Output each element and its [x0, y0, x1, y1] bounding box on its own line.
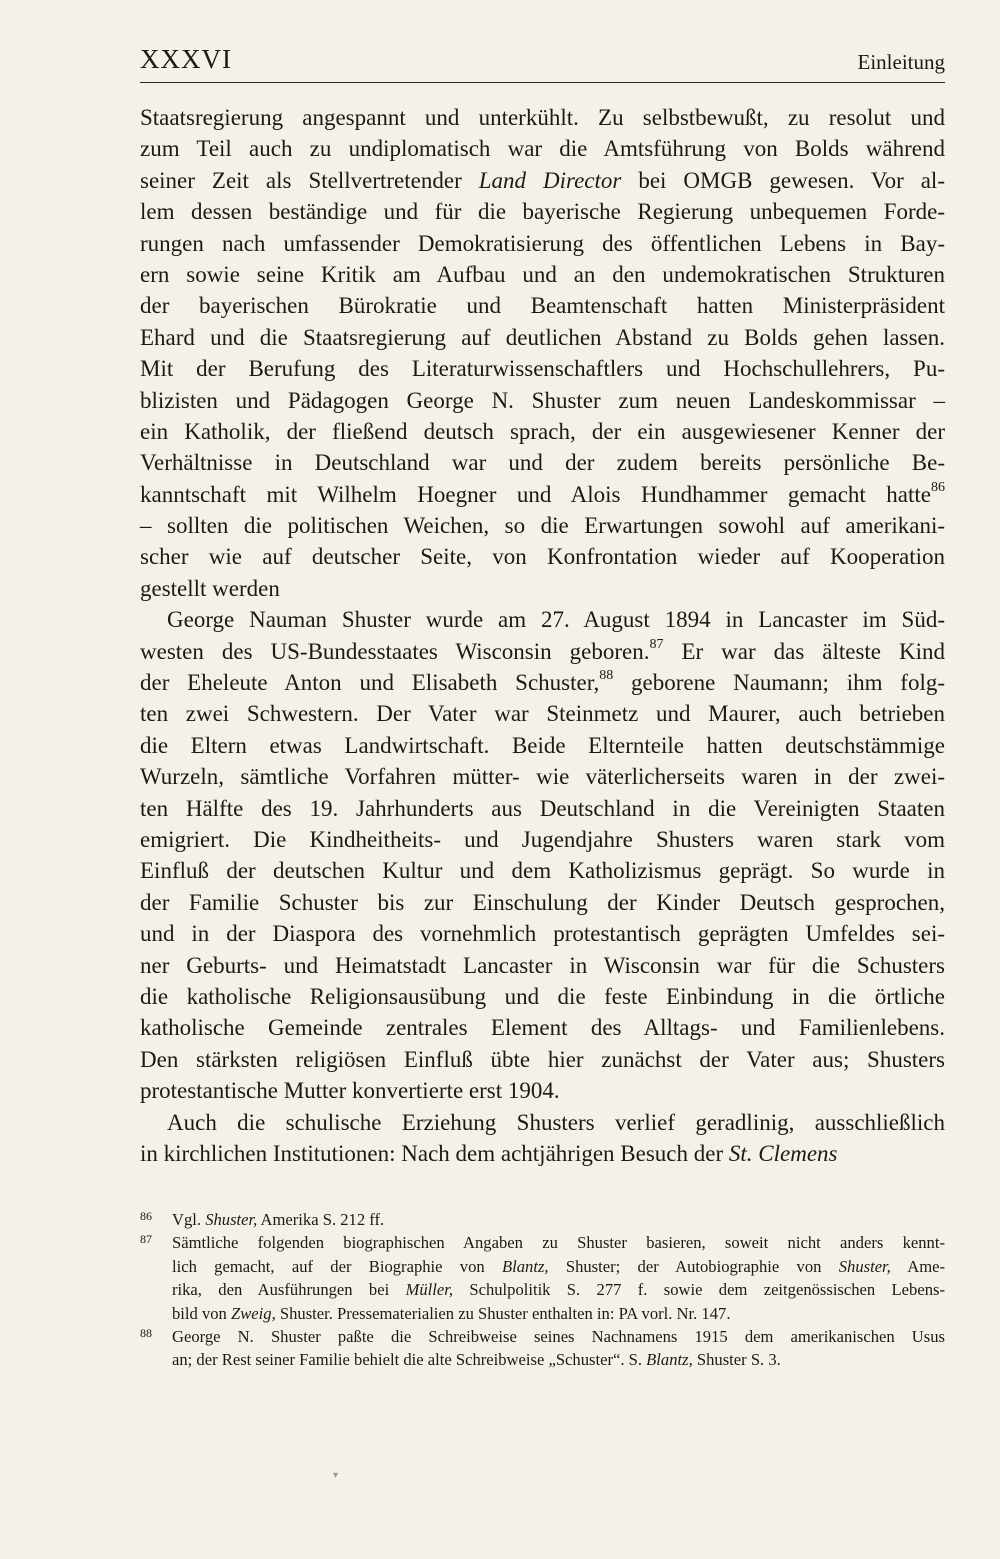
text-run: der Eheleute Anton und Elisabeth Schuster, [140, 670, 600, 696]
text-line [140, 228, 945, 259]
footnotes [140, 1208, 945, 1372]
text-run: Sämtliche folgenden biographischen Angaben zu Shuster basieren, soweit nicht anders kennt- [172, 1233, 945, 1253]
text-run: Amerika S. 212 ff. [257, 1210, 385, 1229]
text-run: St. Clemens [728, 1140, 838, 1166]
text-line [140, 1075, 945, 1106]
text-line [140, 385, 945, 416]
text-run: Ehard und die Staatsregierung auf deutlichen Abstand zu Bolds gehen lassen. [140, 324, 945, 350]
text-line [140, 322, 945, 353]
text-run: und in der Diaspora des vornehmlich protestantisch geprägten Umfeldes sei- [140, 921, 945, 947]
footnote-reference: 88 [599, 668, 614, 684]
text-run: Land Director [478, 167, 622, 193]
text-run: Ame- [890, 1256, 945, 1276]
text-run: Shuster S. 3. [692, 1350, 781, 1370]
text-line [140, 102, 945, 133]
text-line [140, 196, 945, 227]
text-run: rungen nach umfassender Demokratisierung des öffentlichen Lebens in Bay- [140, 230, 945, 256]
footnote-line [140, 1278, 945, 1301]
footnote-number: 87 [140, 1232, 152, 1247]
text-line [140, 604, 945, 635]
text-run: bei OMGB gewesen. Vor al- [621, 167, 945, 193]
text-run: geborene Naumann; ihm folg- [613, 670, 945, 696]
footnote-reference: 87 [649, 636, 664, 652]
text-run: ein Katholik, der fließend deutsch sprach, der ein ausgewiesener Kenner der [140, 418, 945, 444]
footnote-number: 88 [140, 1325, 152, 1340]
text-run: ten Hälfte des 19. Jahrhunderts aus Deutschland in die Vereinigten Staaten [140, 795, 945, 821]
text-run: westen des US-Bundesstaates Wisconsin geboren. [140, 638, 650, 664]
text-run: Müller, [405, 1280, 454, 1300]
text-run: gestellt werden [140, 575, 280, 601]
text-run: Blantz, [502, 1256, 549, 1276]
text-run: Schulpolitik S. 277 f. sowie dem zeitgenössischen Lebens- [453, 1280, 945, 1300]
text-run: protestantische Mutter konvertierte erst 1904. [140, 1078, 560, 1104]
text-run: Er war das älteste Kind [663, 638, 946, 664]
text-run: Den stärksten religiösen Einfluß übte hier zunächst der Vater aus; Shusters [140, 1046, 945, 1072]
text-run: ern sowie seine Kritik am Aufbau und an den undemokratischen Strukturen [140, 261, 945, 287]
section-title: Einleitung [857, 50, 945, 74]
text-run: lich gemacht, auf der Biographie von [172, 1256, 502, 1276]
text-run: Zweig, [231, 1303, 276, 1323]
text-line [140, 1138, 945, 1169]
text-line [140, 636, 945, 667]
text-line [140, 824, 945, 855]
text-run: rika, den Ausführungen bei [172, 1280, 406, 1300]
text-run: George N. Shuster paßte die Schreibweise seines Nachnamens 1915 dem amerikanischen Usus [172, 1326, 945, 1346]
text-run: in kirchlichen Institutionen: Nach dem achtjährigen Besuch der [140, 1140, 729, 1166]
text-run: Mit der Berufung des Literaturwissenschaftlers und Hochschullehrers, Pu- [140, 356, 945, 382]
text-line [140, 165, 945, 196]
text-line [140, 761, 945, 792]
text-run: der Familie Schuster bis zur Einschulung der Kinder Deutsch gesprochen, [140, 889, 945, 915]
running-head [140, 42, 945, 78]
text-run: Shuster, [205, 1210, 258, 1229]
text-line [140, 259, 945, 290]
text-run: kanntschaft mit Wilhelm Hoegner und Alois Hundhammer gemacht hatte [140, 481, 931, 507]
text-line [140, 573, 945, 604]
footnote-line [140, 1231, 945, 1254]
text-line [140, 510, 945, 541]
footnote [140, 1208, 945, 1231]
text-run: Wurzeln, sämtliche Vorfahren mütter- wie väterlicherseits waren in der zwei- [140, 764, 945, 790]
footnote-line [140, 1255, 945, 1278]
text-line [140, 887, 945, 918]
footnote-line [140, 1325, 945, 1348]
text-run: bild von [172, 1303, 232, 1323]
text-line [140, 133, 945, 164]
text-run: der bayerischen Bürokratie und Beamtenschaft hatten Ministerpräsident [140, 293, 945, 319]
scan-artifact: ▾ [333, 1470, 339, 1481]
text-line [140, 447, 945, 478]
footnote-line [140, 1208, 945, 1231]
paragraph [140, 604, 945, 1106]
text-line [140, 479, 945, 510]
page-number: XXXVI [140, 44, 232, 74]
text-run: George Nauman Shuster wurde am 27. August 1894 in Lancaster im Süd- [167, 607, 945, 633]
text-run: Einfluß der deutschen Kultur und dem Katholizismus geprägt. So wurde in [140, 858, 945, 884]
footnote [140, 1325, 945, 1372]
text-run: zum Teil auch zu undiplomatisch war die Amtsführung von Bolds während [140, 136, 945, 162]
text-run: die katholische Religionsausübung und die feste Einbindung in die örtliche [140, 983, 945, 1009]
text-line [140, 1012, 945, 1043]
paragraph [140, 102, 945, 604]
text-line [140, 290, 945, 321]
text-run: katholische Gemeinde zentrales Element des Alltags- und Familienlebens. [140, 1015, 945, 1041]
text-line [140, 981, 945, 1012]
text-line [140, 698, 945, 729]
footnote [140, 1231, 945, 1325]
footnote-line [140, 1302, 945, 1325]
text-run: Staatsregierung angespannt und unterkühlt. Zu selbstbewußt, zu resolut und [140, 105, 945, 130]
text-run: die Eltern etwas Landwirtschaft. Beide Elternteile hatten deutschstämmige [140, 732, 945, 758]
text-run: Blantz, [646, 1350, 693, 1370]
paragraph [140, 1107, 945, 1170]
text-run: Verhältnisse in Deutschland war und der zudem bereits persönliche Be- [140, 450, 945, 476]
text-run: emigriert. Die Kindheitheits- und Jugendjahre Shusters waren stark vom [140, 826, 945, 852]
text-line [140, 541, 945, 572]
footnote-number: 86 [140, 1209, 152, 1223]
text-line [140, 667, 945, 698]
text-run: seiner Zeit als Stellvertretender [140, 167, 479, 193]
text-run: Shuster; der Autobiographie von [548, 1256, 839, 1276]
footnote-reference: 86 [931, 480, 945, 496]
footnote-line [140, 1348, 945, 1371]
text-line [140, 855, 945, 886]
header-rule [140, 82, 945, 83]
text-run: Vgl. [172, 1210, 206, 1229]
text-run: – sollten die politischen Weichen, so die Erwartungen sowohl auf amerikani- [140, 513, 945, 539]
text-line [140, 918, 945, 949]
text-line [140, 793, 945, 824]
text-run: scher wie auf deutscher Seite, von Konfrontation wieder auf Kooperation [140, 544, 945, 570]
text-run: Shuster, [838, 1256, 891, 1276]
text-run: blizisten und Pädagogen George N. Shuster zum neuen Landeskommissar – [140, 387, 945, 413]
text-run: ten zwei Schwestern. Der Vater war Steinmetz und Maurer, auch betrieben [140, 701, 945, 727]
text-run: Auch die schulische Erziehung Shusters verlief geradlinig, ausschließlich [167, 1109, 945, 1135]
text-line [140, 1107, 945, 1138]
text-line [140, 416, 945, 447]
main-text [140, 102, 945, 1169]
text-line [140, 353, 945, 384]
text-line [140, 1044, 945, 1075]
text-run: an; der Rest seiner Familie behielt die alte Schreibweise „Schuster“. S. [172, 1350, 647, 1370]
text-line [140, 730, 945, 761]
text-line [140, 950, 945, 981]
text-run: Shuster. Pressematerialien zu Shuster enthalten in: PA vorl. Nr. 147. [275, 1303, 731, 1323]
text-run: ner Geburts- und Heimatstadt Lancaster in Wisconsin war für die Schusters [140, 952, 945, 978]
text-run: lem dessen beständige und für die bayerische Regierung unbequemen Forde- [140, 199, 945, 225]
